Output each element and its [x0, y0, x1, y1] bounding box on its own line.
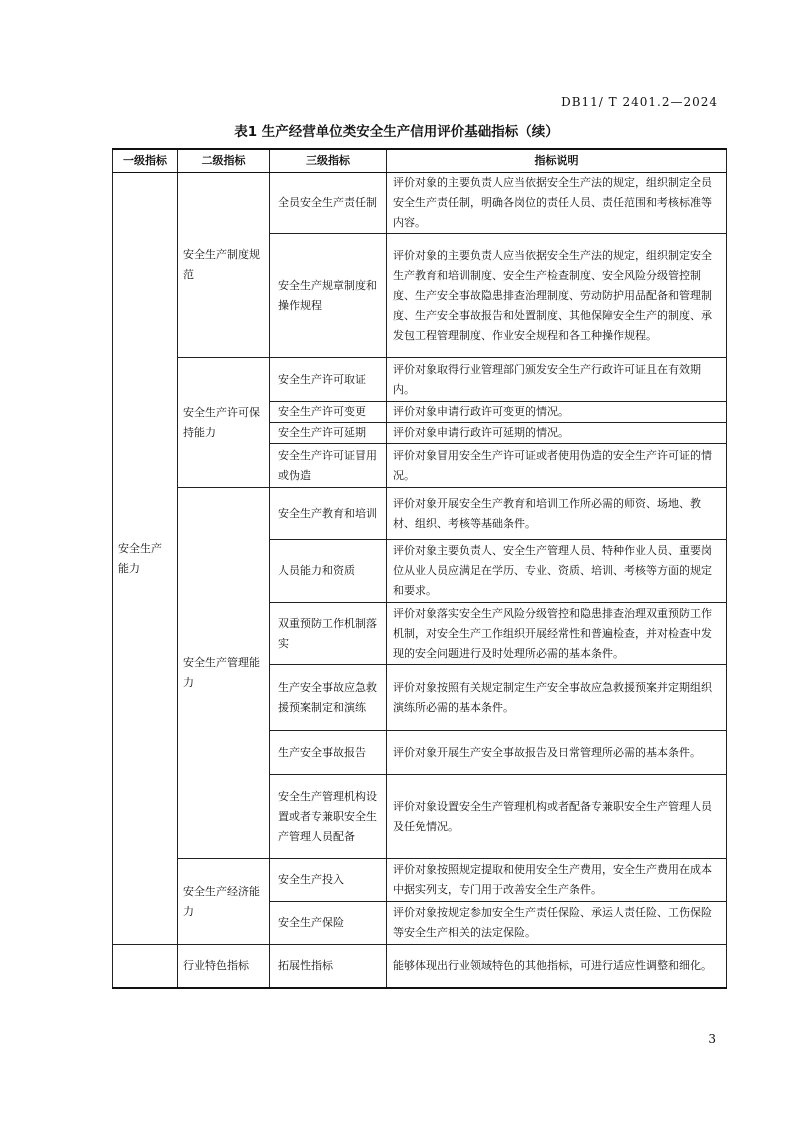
level3-cell: 安全生产管理机构设置或者专兼职安全生产管理人员配备 — [270, 775, 387, 859]
level3-cell: 安全生产投入 — [270, 859, 387, 902]
description-cell: 评价对象落实安全生产风险分级管控和隐患排查治理双重预防工作机制，对安全生产工作组织开展经常性和普遍检查，并对检查中发现的安全问题进行及时处理所必需的基本条件。 — [387, 603, 727, 665]
level3-cell: 生产安全事故应急救援预案制定和演练 — [270, 665, 387, 731]
document-code: DB11/ T 2401.2—2024 — [561, 95, 718, 109]
level1-cell: 安全生产能力 — [113, 173, 178, 945]
level2-cell: 安全生产管理能力 — [178, 488, 270, 859]
header-level3: 三级指标 — [270, 149, 387, 173]
description-cell: 评价对象的主要负责人应当依据安全生产法的规定，组织制定全员安全生产责任制，明确各岗位的责任人员、责任范围和考核标准等内容。 — [387, 173, 727, 234]
indicator-table — [112, 148, 727, 989]
table-row — [113, 945, 727, 988]
header-description: 指标说明 — [387, 149, 727, 173]
table-title: 表1 生产经营单位类安全生产信用评价基础指标（续） — [234, 124, 559, 140]
description-cell: 评价对象设置安全生产管理机构或者配备专兼职安全生产管理人员及任免情况。 — [387, 775, 727, 859]
level2-cell: 行业特色指标 — [178, 945, 270, 988]
level3-cell: 安全生产许可延期 — [270, 423, 387, 444]
description-cell: 评价对象申请行政许可变更的情况。 — [387, 402, 727, 423]
description-cell: 评价对象冒用安全生产许可证或者使用伪造的安全生产许可证的情况。 — [387, 444, 727, 488]
description-cell: 评价对象取得行业管理部门颁发安全生产行政许可证且在有效期内。 — [387, 358, 727, 402]
description-cell: 评价对象申请行政许可延期的情况。 — [387, 423, 727, 444]
table-row — [113, 488, 727, 540]
description-cell: 评价对象按规定参加安全生产责任保险、承运人责任险、工伤保险等安全生产相关的法定保险。 — [387, 902, 727, 945]
level2-cell: 安全生产经济能力 — [178, 859, 270, 945]
header-level1: 一级指标 — [113, 149, 178, 173]
level3-cell: 双重预防工作机制落实 — [270, 603, 387, 665]
level3-cell: 安全生产许可变更 — [270, 402, 387, 423]
description-cell: 评价对象按照有关规定制定生产安全事故应急救援预案并定期组织演练所必需的基本条件。 — [387, 665, 727, 731]
level3-cell: 人员能力和资质 — [270, 540, 387, 603]
description-cell: 评价对象主要负责人、安全生产管理人员、特种作业人员、重要岗位从业人员应满足在学历、专业、资质、培训、考核等方面的规定和要求。 — [387, 540, 727, 603]
level2-cell: 安全生产制度规范 — [178, 173, 270, 358]
description-cell: 评价对象开展安全生产教育和培训工作所必需的师资、场地、教材、组织、考核等基础条件。 — [387, 488, 727, 540]
page-number: 3 — [708, 1032, 716, 1046]
table-row — [113, 173, 727, 234]
header-level2: 二级指标 — [178, 149, 270, 173]
description-cell: 评价对象的主要负责人应当依据安全生产法的规定，组织制定安全生产教育和培训制度、安全生产检查制度、安全风险分级管控制度、生产安全事故隐患排查治理制度、劳动防护用品配备和管理制度、生产安全事故报告和处置制度、其他保障安全生产的制度、承发包工程管理制度、作业安全规程和各工种操作规程。 — [387, 234, 727, 358]
level3-cell: 安全生产保险 — [270, 902, 387, 945]
level3-cell: 拓展性指标 — [270, 945, 387, 988]
level3-cell: 安全生产教育和培训 — [270, 488, 387, 540]
description-cell: 评价对象开展生产安全事故报告及日常管理所必需的基本条件。 — [387, 731, 727, 775]
level3-cell: 生产安全事故报告 — [270, 731, 387, 775]
level3-cell: 安全生产许可取证 — [270, 358, 387, 402]
level3-cell: 全员安全生产责任制 — [270, 173, 387, 234]
level2-cell: 安全生产许可保持能力 — [178, 358, 270, 488]
description-cell: 评价对象按照规定提取和使用安全生产费用，安全生产费用在成本中据实列支，专门用于改善安全生产条件。 — [387, 859, 727, 902]
level3-cell: 安全生产规章制度和操作规程 — [270, 234, 387, 358]
level3-cell: 安全生产许可证冒用或伪造 — [270, 444, 387, 488]
table-row — [113, 859, 727, 902]
table-header-row — [113, 149, 727, 173]
level1-cell — [113, 945, 178, 988]
table-row — [113, 358, 727, 402]
description-cell: 能够体现出行业领域特色的其他指标，可进行适应性调整和细化。 — [387, 945, 727, 988]
